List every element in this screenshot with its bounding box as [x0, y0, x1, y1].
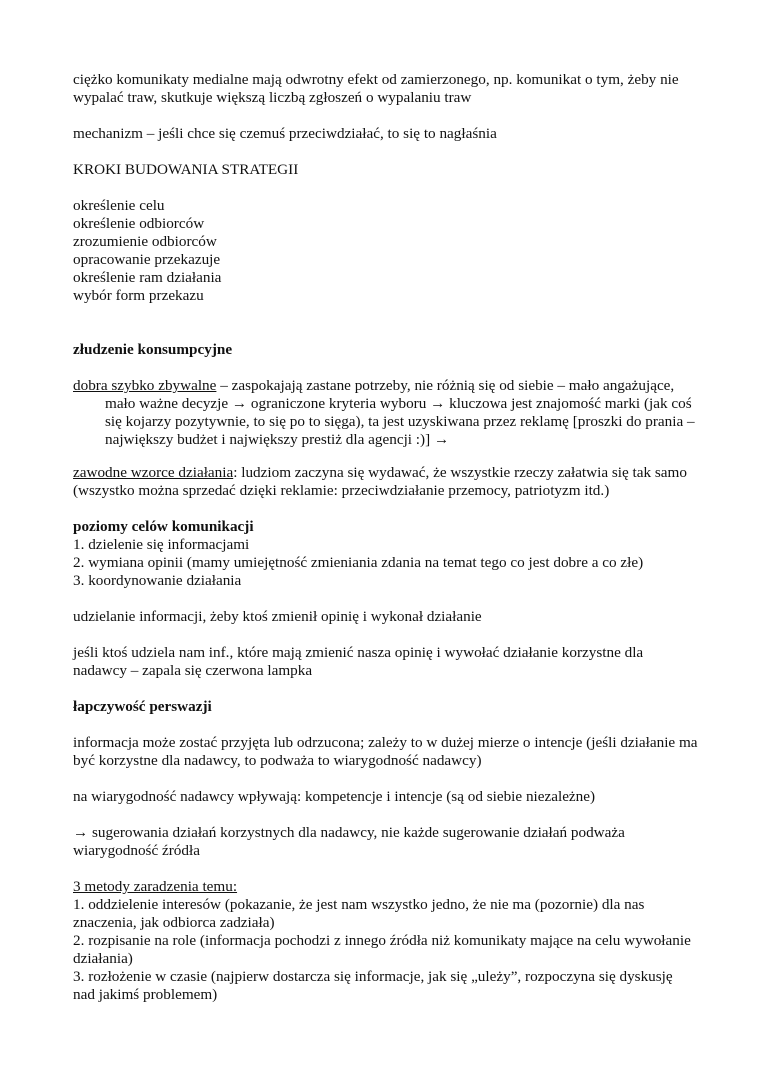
section-heading-communication-levels: poziomy celów komunikacji	[73, 518, 254, 535]
list-item: wybór form przekazu	[73, 287, 204, 304]
intro-paragraph: ciężko komunikaty medialne mają odwrotny efekt od zamierzonego, np. komunikat o tym, żeby nie wypalać traw, skutkuje większą liczbą zgłoszeń o wypalaniu traw	[73, 71, 679, 106]
section-heading-consumer-illusion: złudzenie konsumpcyjne	[73, 341, 233, 358]
credibility-paragraph: na wiarygodność nadawcy wpływają: kompetencje i intencje (są od siebie niezależne)	[73, 788, 596, 805]
section-heading-persuasion-greed: łapczywość perswazji	[73, 698, 212, 715]
levels-list	[73, 536, 698, 590]
methods-list	[73, 896, 698, 1004]
document-page	[73, 71, 698, 1004]
list-item: 3. koordynowanie działania	[73, 572, 242, 589]
wzorce-term: zawodne wzorce działania	[73, 464, 234, 481]
udzielanie-paragraph: udzielanie informacji, żeby ktoś zmienił opinię i wykonał działanie	[73, 608, 482, 625]
list-item: określenie celu	[73, 197, 165, 214]
informacja-paragraph: informacja może zostać przyjęta lub odrzucona; zależy to w dużej mierze o intencje (jeśli działanie ma być korzystne dla nadawcy, to podważa to wiarygodność nadawcy)	[73, 734, 698, 769]
list-item: 2. rozpisanie na role (informacja pochodzi z innego źródła niż komunikaty mające na celu wywołanie działania)	[73, 932, 691, 967]
strategy-steps-list	[73, 197, 698, 305]
list-item: zrozumienie odbiorców	[73, 233, 217, 250]
list-item: 1. oddzielenie interesów (pokazanie, że jest nam wszystko jedno, że nie ma (pozornie) dla nas znaczenia, jak odbiorca zadziała)	[73, 896, 645, 931]
suggestion-paragraph: → sugerowania działań korzystnych dla nadawcy, nie każde sugerowanie działań podważa wiarygodność źródła	[73, 824, 625, 859]
list-item: 1. dzielenie się informacjami	[73, 536, 250, 553]
mechanism-paragraph: mechanizm – jeśli chce się czemuś przeciwdziałać, to się to nagłaśnia	[73, 125, 497, 142]
methods-heading: 3 metody zaradzenia temu:	[73, 878, 238, 895]
list-item: określenie odbiorców	[73, 215, 205, 232]
wzorce-text: : ludziom zaczyna się wydawać, że wszystkie rzeczy załatwia się tak samo (wszystko można sprzedać dzięki reklamie: przeciwdziałanie przemocy, patriotyzm itd.)	[73, 464, 687, 499]
dobra-paragraph	[73, 377, 698, 395]
list-item: opracowanie przekazuje	[73, 251, 221, 268]
strategy-heading: KROKI BUDOWANIA STRATEGII	[73, 161, 299, 178]
dobra-first-line: – zaspokajają zastane potrzeby, nie różnią się od siebie – mało angażujące,	[216, 377, 675, 394]
list-item: 2. wymiana opinii (mamy umiejętność zmieniania zdania na temat tego co jest dobre a co złe)	[73, 554, 644, 571]
dobra-continuation: mało ważne decyzje → ograniczone kryteria wyboru → kluczowa jest znajomość marki (jak coś się kojarzy pozytywnie, to się po to sięga), ta jest uzyskiwana przez reklamę [proszki do prania – największy budżet i największy prestiż dla agencji :)] →	[105, 395, 695, 448]
list-item: 3. rozłożenie w czasie (najpierw dostarcza się informacje, jak się „uleży”, rozpoczyna się dyskusję nad jakimś problemem)	[73, 968, 673, 1003]
red-lamp-paragraph: jeśli ktoś udziela nam inf., które mają zmienić nasza opinię i wywołać działanie korzystne dla nadawcy – zapala się czerwona lampka	[73, 644, 644, 679]
dobra-term: dobra szybko zbywalne	[73, 377, 217, 394]
list-item: określenie ram działania	[73, 269, 222, 286]
wzorce-paragraph	[73, 464, 698, 500]
